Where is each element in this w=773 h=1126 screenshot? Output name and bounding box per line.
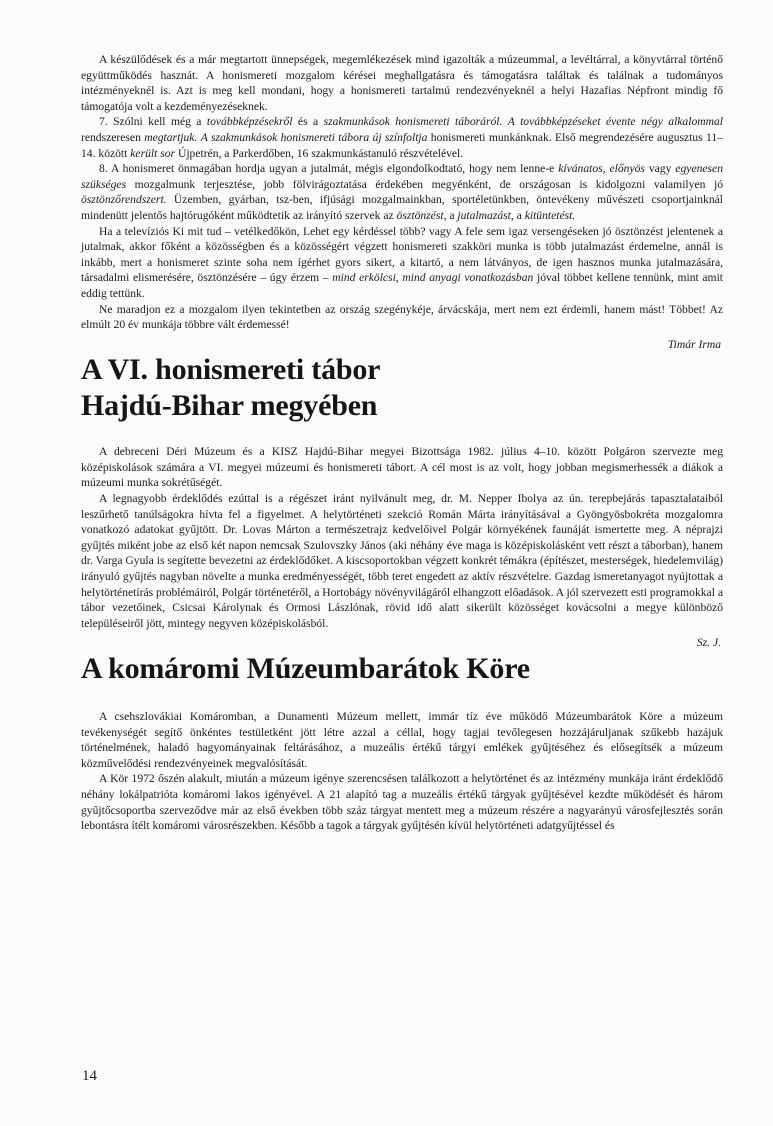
- section1-signature: Sz. J.: [696, 636, 721, 650]
- intro-paragraph-4: Ha a televíziós Ki mit tud – vetélkedőkön, Lehet egy kérdéssel több? vagy A fele sem igaz versengéseken jó ösztönzést jelentenek a jutalmak, akkor főként a közösségben és a közösségért végzett honismereti szakköri munka is több jutalmazást érdemelne, annál is inkább, mert a honismeret szinte soha nem ígérhet gyors sikert, a kitartó, a nem látványos, de igen hasznos munka jutalmazására, társadalmi elismerésére, ösztönzésére – úgy érzem – mind erkölcsi, mind anyagi vonatkozásban jóval többet kellene tennünk, mint amit eddig tettünk.: [81, 224, 724, 300]
- section1-title-line2: Hajdú-Bihar megyében: [81, 389, 378, 423]
- intro-paragraph-2: 7. Szólni kell még a továbbképzésekről és a szakmunkások honismereti táboráról. A továbbképzéseket évente négy alkalommal rendszeresen megtartjuk. A szakmunkások honismereti tábora új színfoltja honismereti munkánknak. Első megrendezésére augusztus 11–14. között került sor Újpetrén, a Parkerdőben, 16 szakmunkástanuló részvételével.: [81, 115, 724, 160]
- section2-body: [81, 709, 723, 834]
- section1-title: [81, 352, 723, 424]
- section1-paragraph-1: A debreceni Déri Múzeum és a KISZ Hajdú-Bihar megyei Bizottsága 1982. július 4–10. között Polgáron szervezte meg középiskolások számára a VI. megyei múzeumi és honismereti tábort. A cél most is az volt, hogy jobban megismerhessék a diákok a múzeumi munka sokrétűségét.: [81, 445, 723, 490]
- intro-paragraph-1: A készülődések és a már megtartott ünnepségek, megemlékezések mind igazolták a múzeummal, a levéltárral, a könyvtárral történő együttműködés hasznát. A honismereti mozgalom kérései meghallgatásra és támogatásra találtak és találnak a tudományos intézményeknél is. Azt is meg kell mondani, hogy a honismereti tartalmú rendezvényeknél a helyi Hazafias Népfront mindig fő támogatója volt a kezdeményezéseknek.: [81, 53, 723, 113]
- text-column: [81, 52, 723, 834]
- intro-paragraph-5: Ne maradjon ez a mozgalom ilyen tekintetben az ország szegénykéje, árvácskája, mert nem ezt érdemli, hanem mást! Többet! Az elmúlt 20 év munkája többre vált érdemessé!: [81, 302, 723, 332]
- section2-paragraph-2: A Kör 1972 őszén alakult, miután a múzeum igénye szerencsésen találkozott a helytörténet és az intézmény munkája iránt érdeklődő néhány lokálpatrióta komáromi lakos igényével. A 21 alapító tag a muzeális értékű tárgyak gyűjtésével kezdte működését és három gyűjtőcsoportba szerveződve már az első években több száz tárgyat mentett meg a múzeum részére a nagyarányú városfejlesztés során lebontásra ítélt komáromi városrészekben. Később a tagok a tárgyak gyűjtésén kívül helytörténeti adatgyűjtéssel és: [81, 772, 723, 833]
- section1-body: [81, 444, 723, 651]
- section1-title-line1: A VI. honismereti tábor: [81, 353, 381, 387]
- section2-title: A komáromi Múzeumbarátok Köre: [81, 652, 530, 685]
- section1-paragraph-2: A legnagyobb érdeklődés ezúttal is a régészet iránt nyilvánult meg, dr. M. Nepper Ibolya az ún. terepbejárás tapasztalataiból leszűrhető tanúlságokra hívta fel a figyelmet. A helytörténeti szekció Román Márta irányításával a Gyöngyösbokréta mozgalomra vonatkozó adatokat gyűjtött. Dr. Lovas Márton a természetrajz kedvelőivel Polgár környékének faunáját ismertette meg. A néprajzi gyűjtés miként jobe az első két napon nemcsak Szulovszky János (aki néhány éve maga is középiskolásként vett részt a táborban), hanem dr. Varga Gyula is segítette bevezetni az érdeklődőket. A kiscsoportokban végzett konkrét témákra (építészet, mesterségek, hiedelemvilág) irányuló gyűjtés nagyban növelte a munka eredményességét, több teret engedett az aktív részvételre. Gazdag ismeretanyagot nyújtottak a helytörténetírás problémáiról, Polgár történetéről, a Hortobágy növényvilágáról elhangzott előadások. A jól szervezett esti programokkal a tábor vezetőinek, Csicsai Károlynak és Ormosi Lászlónak, rövid idő alatt sikerült közösséget kovácsolni a megye különböző településeiről jött, mintegy negyven középiskolásból.: [81, 492, 723, 630]
- section2-paragraph-1: A csehszlovákiai Komáromban, a Dunamenti Múzeum mellett, immár tíz éve működő Múzeumbarátok Köre a múzeum tevékenységét segítő önkéntes testületként jött létre azzal a céllal, hogy tagjai tevőlegesen hozzájáruljanak szűkebb hazájuk történelmének, haladó hagyományainak feltárásához, a muzeális értékű tárgyi emlékek gyűjtéséhez és elősegítsék a múzeum közművelődési rendezvényeinek megvalósítását.: [81, 710, 723, 770]
- intro-paragraph-3: 8. A honismeret önmagában hordja ugyan a jutalmát, mégis elgondolkodtató, hogy nem lenne-e kívánatos, előnyös vagy egyenesen szükséges mozgalmunk terjesztése, jobb fölvirágoztatása érdekében megyénként, de országosan is kidolgozni valamilyen jó ösztönzőrendszert. Üzemben, gyárban, tsz-ben, ifjúsági mozgalmainkban, sportéletünkben, öntevékeny művészeti csoportjainknál mindenütt jelentős hajtórugóként működtetik az irányító szervek az ösztönzést, a jutalmazást, a kitüntetést.: [81, 162, 723, 222]
- intro-signature: Timár Irma: [667, 337, 721, 351]
- page-number: 14: [82, 1068, 97, 1084]
